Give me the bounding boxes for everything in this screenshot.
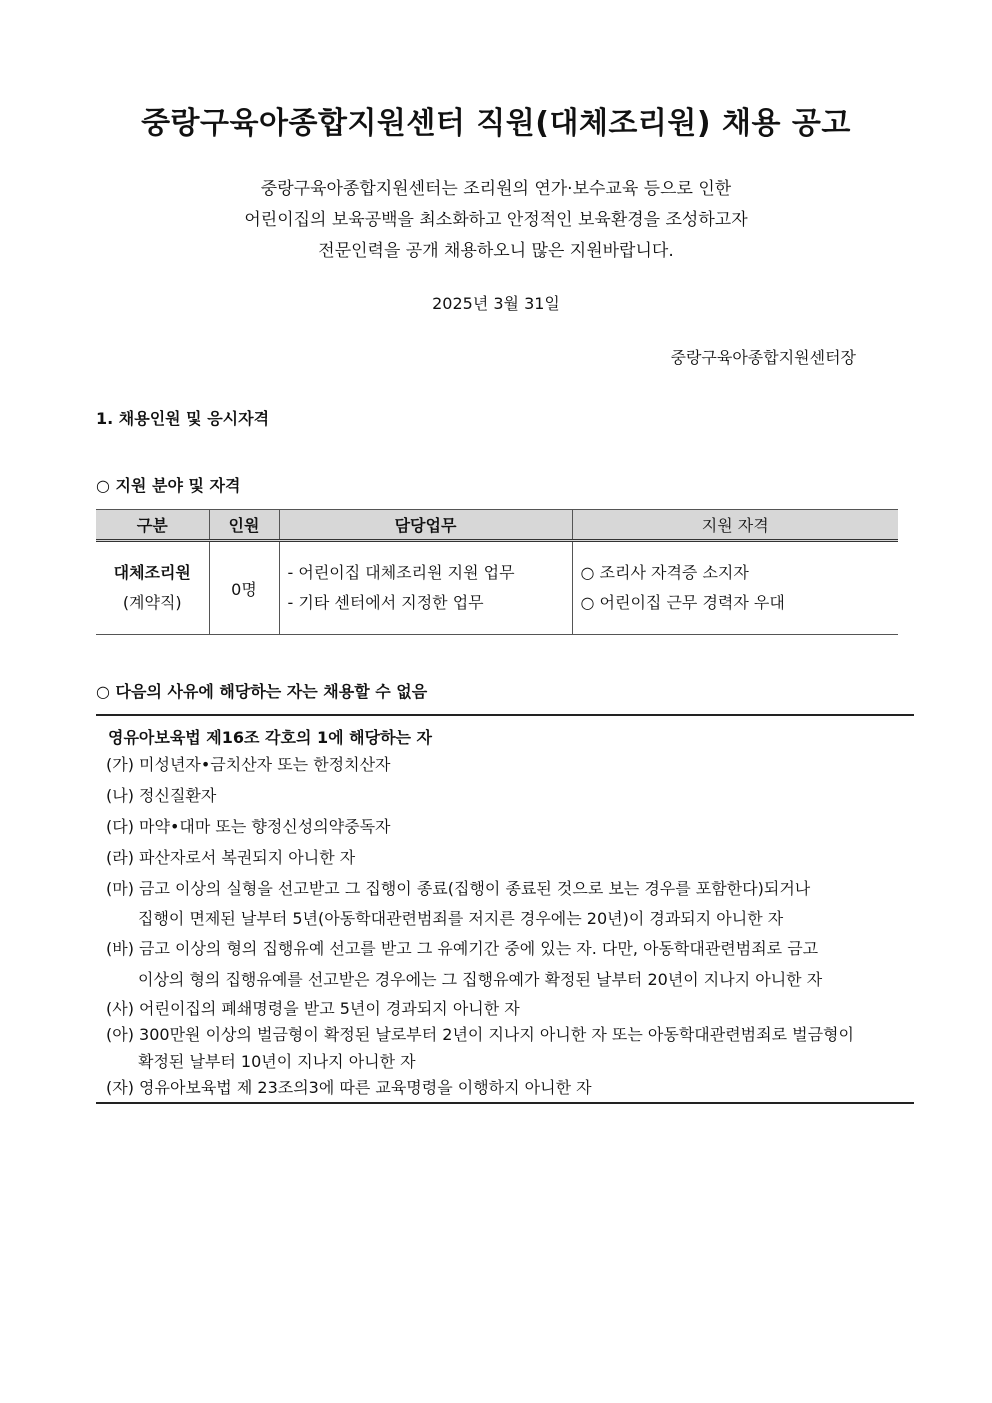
disq-item: (가) 미성년자•금치산자 또는 한정치산자 bbox=[106, 755, 391, 774]
disq-item: (아) 300만원 이상의 벌금형이 확정된 날로부터 2년이 지나지 아니한 자 또는 아동학대관련범죄로 벌금형이 bbox=[106, 1025, 854, 1044]
recruitment-table bbox=[96, 509, 898, 635]
disq-item: (자) 영유아보육법 제 23조의3에 따른 교육명령을 이행하지 아니한 자 bbox=[106, 1078, 592, 1097]
position-cell bbox=[96, 541, 209, 635]
table-header-row bbox=[96, 510, 898, 541]
disq-item: (라) 파산자로서 복권되지 아니한 자 bbox=[106, 848, 356, 867]
duties-cell bbox=[279, 541, 572, 635]
disq-item: (바) 금고 이상의 형의 집행유예 선고를 받고 그 유예기간 중에 있는 자. 다만, 아동학대관련범죄로 금고 bbox=[106, 939, 819, 958]
header-qualification: 지원 자격 bbox=[572, 510, 898, 541]
disq-item: (마) 금고 이상의 실형을 선고받고 그 집행이 종료(집행이 종료된 것으로 보는 경우를 포함한다)되거나 bbox=[106, 879, 811, 898]
page-title: 중랑구육아종합지원센터 직원(대체조리원) 채용 공고 bbox=[141, 106, 851, 141]
duty-item: - 기타 센터에서 지정한 업무 bbox=[287, 593, 484, 612]
qualification-cell bbox=[572, 541, 898, 635]
section-heading-recruitment: 1. 채용인원 및 응시자격 bbox=[96, 409, 270, 428]
disqualification-box bbox=[96, 714, 914, 1104]
organization-signature: 중랑구육아종합지원센터장 bbox=[670, 348, 856, 367]
disq-item: (나) 정신질환자 bbox=[106, 786, 217, 805]
disq-item: (다) 마약•대마 또는 향정신성의약중독자 bbox=[106, 817, 391, 836]
position-name: 대체조리원 bbox=[113, 563, 191, 582]
disq-item-continuation: 이상의 형의 집행유예를 선고받은 경우에는 그 집행유예가 확정된 날부터 20년이 지나지 아니한 자 bbox=[138, 970, 823, 989]
intro-line: 어린이집의 보육공백을 최소화하고 안정적인 보육환경을 조성하고자 bbox=[244, 210, 748, 230]
header-category: 구분 bbox=[96, 510, 209, 541]
qualification-item: ○ 어린이집 근무 경력자 우대 bbox=[580, 593, 785, 612]
intro-paragraph bbox=[0, 174, 992, 267]
announcement-date: 2025년 3월 31일 bbox=[432, 294, 560, 313]
table-row bbox=[96, 541, 898, 635]
header-duties: 담당업무 bbox=[279, 510, 572, 541]
headcount-cell: 0명 bbox=[209, 541, 279, 635]
disqualification-title: 영유아보육법 제16조 각호의 1에 해당하는 자 bbox=[108, 728, 433, 747]
subheading-field-qualification: ○ 지원 분야 및 자격 bbox=[96, 476, 241, 495]
subheading-disqualification: ○ 다음의 사유에 해당하는 자는 채용할 수 없음 bbox=[96, 682, 428, 701]
intro-line: 전문인력을 공개 채용하오니 많은 지원바랍니다. bbox=[318, 241, 674, 261]
disq-item-continuation: 집행이 면제된 날부터 5년(아동학대관련범죄를 저지른 경우에는 20년)이 경과되지 아니한 자 bbox=[138, 909, 784, 928]
disq-item: (사) 어린이집의 폐쇄명령을 받고 5년이 경과되지 아니한 자 bbox=[106, 999, 520, 1018]
header-count: 인원 bbox=[209, 510, 279, 541]
disq-item-continuation: 확정된 날부터 10년이 지나지 아니한 자 bbox=[138, 1052, 416, 1071]
qualification-item: ○ 조리사 자격증 소지자 bbox=[580, 563, 749, 582]
duty-item: - 어린이집 대체조리원 지원 업무 bbox=[287, 563, 515, 582]
intro-line: 중랑구육아종합지원센터는 조리원의 연가·보수교육 등으로 인한 bbox=[260, 179, 732, 199]
position-type: (계약직) bbox=[122, 593, 182, 612]
